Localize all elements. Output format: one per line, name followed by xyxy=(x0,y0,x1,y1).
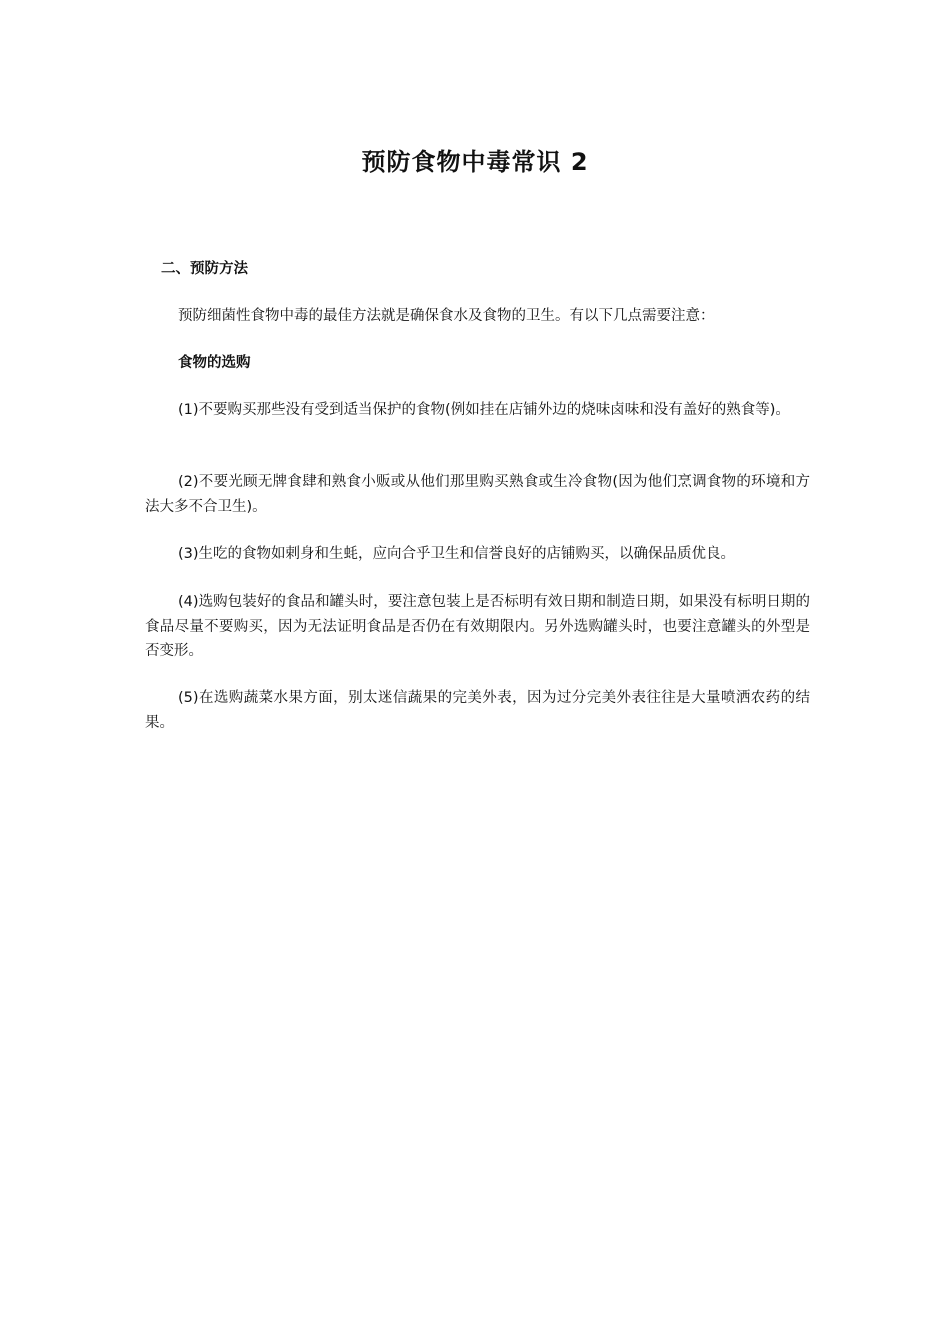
list-item: (2)不要光顾无牌食肆和熟食小贩或从他们那里购买熟食或生冷食物(因为他们烹调食物的环境和方法大多不合卫生)。 xyxy=(145,474,810,515)
subheading-food-selection: 食物的选购 xyxy=(178,355,251,371)
document-title: 预防食物中毒常识 2 xyxy=(361,148,589,176)
list-item: (3)生吃的食物如剌身和生蚝，应向合乎卫生和信誉良好的店铺购买，以确保品质优良。 xyxy=(178,546,736,562)
section-heading: 二、预防方法 xyxy=(161,261,248,277)
list-item: (1)不要购买那些没有受到适当保护的食物(例如挂在店铺外边的烧味卤味和没有盖好的熟食等)。 xyxy=(178,402,790,418)
intro-paragraph: 预防细菌性食物中毒的最佳方法就是确保食水及食物的卫生。有以下几点需要注意： xyxy=(178,308,715,324)
list-item: (4)选购包装好的食品和罐头时，要注意包装上是否标明有效日期和制造日期，如果没有标明日期的食品尽量不要购买，因为无法证明食品是否仍在有效期限内。另外选购罐头时，也要注意罐头的外型是否变形。 xyxy=(145,594,810,659)
list-item: (5)在选购蔬菜水果方面，别太迷信蔬果的完美外表，因为过分完美外表往往是大量喷洒农药的结果。 xyxy=(145,690,810,731)
